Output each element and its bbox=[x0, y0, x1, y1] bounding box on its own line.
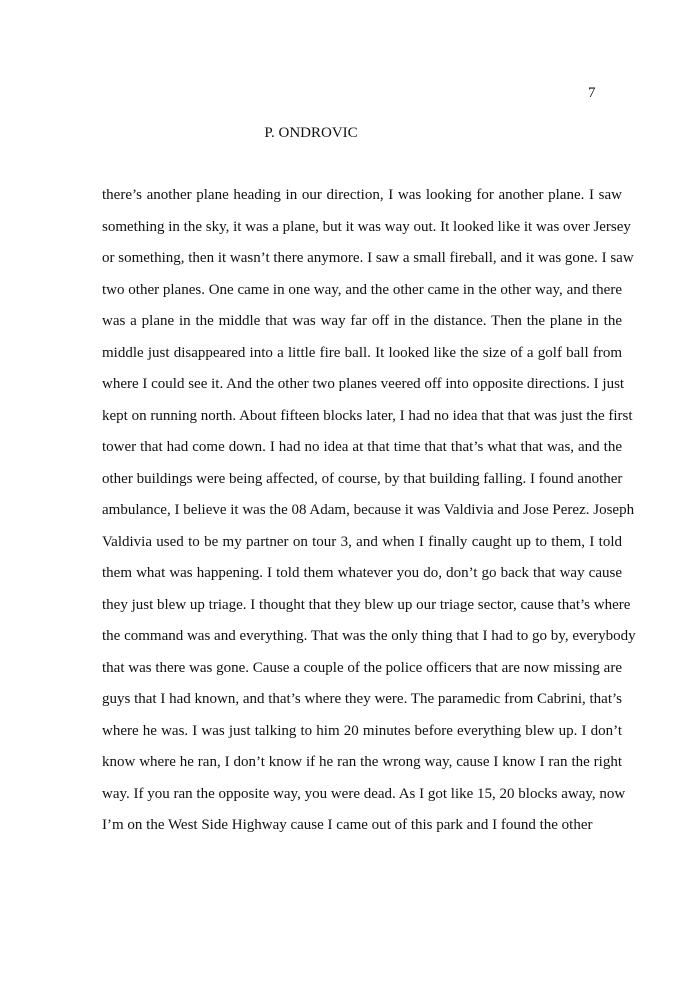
text-line: other buildings were being affected, of course, by that building falling. I found another bbox=[102, 470, 623, 487]
text-line: two other planes. One came in one way, and the other came in the other way, and there bbox=[102, 281, 622, 298]
text-line: guys that I had known, and that’s where they were. The paramedic from Cabrini, that’s bbox=[102, 691, 622, 707]
text-line: where I could see it. And the other two planes veered off into opposite directions. I just bbox=[102, 376, 625, 392]
text-line: they just blew up triage. I thought that they blew up our triage sector, cause that’s where bbox=[102, 596, 631, 613]
text-line: way. If you ran the opposite way, you were dead. As I got like 15, 20 blocks away, now bbox=[102, 785, 626, 802]
text-line: I’m on the West Side Highway cause I came out of this park and I found the other bbox=[102, 817, 593, 833]
text-line: was a plane in the middle that was way far off in the distance. Then the plane in the bbox=[102, 313, 622, 329]
text-line: ambulance, I believe it was the 08 Adam, because it was Valdivia and Jose Perez. Joseph bbox=[102, 502, 635, 518]
text-line: them what was happening. I told them whatever you do, don’t go back that way cause bbox=[102, 565, 622, 581]
page-number: 7 bbox=[588, 85, 596, 101]
text-line: the command was and everything. That was the only thing that I had to go by, everybody bbox=[102, 628, 636, 644]
text-line: middle just disappeared into a little fire ball. It looked like the size of a golf ball from bbox=[102, 344, 622, 361]
page-header: P. ONDROVIC bbox=[264, 125, 358, 141]
text-line: Valdivia used to be my partner on tour 3, and when I finally caught up to them, I told bbox=[102, 533, 622, 550]
text-line: something in the sky, it was a plane, but it was way out. It looked like it was over Jersey bbox=[102, 218, 631, 235]
text-line: tower that had come down. I had no idea at that time that that’s what that was, and the bbox=[102, 439, 622, 455]
text-line: there’s another plane heading in our direction, I was looking for another plane. I saw bbox=[102, 187, 622, 203]
text-line: know where he ran, I don’t know if he ran the wrong way, cause I know I ran the right bbox=[102, 754, 622, 770]
text-line: where he was. I was just talking to him 20 minutes before everything blew up. I don’t bbox=[102, 722, 622, 739]
transcript-body bbox=[102, 186, 636, 848]
text-line: kept on running north. About fifteen blocks later, I had no idea that that was just the first bbox=[102, 407, 633, 424]
text-line: that was there was gone. Cause a couple of the police officers that are now missing are bbox=[102, 659, 622, 676]
text-line: or something, then it wasn’t there anymore. I saw a small fireball, and it was gone. I saw bbox=[102, 250, 634, 266]
